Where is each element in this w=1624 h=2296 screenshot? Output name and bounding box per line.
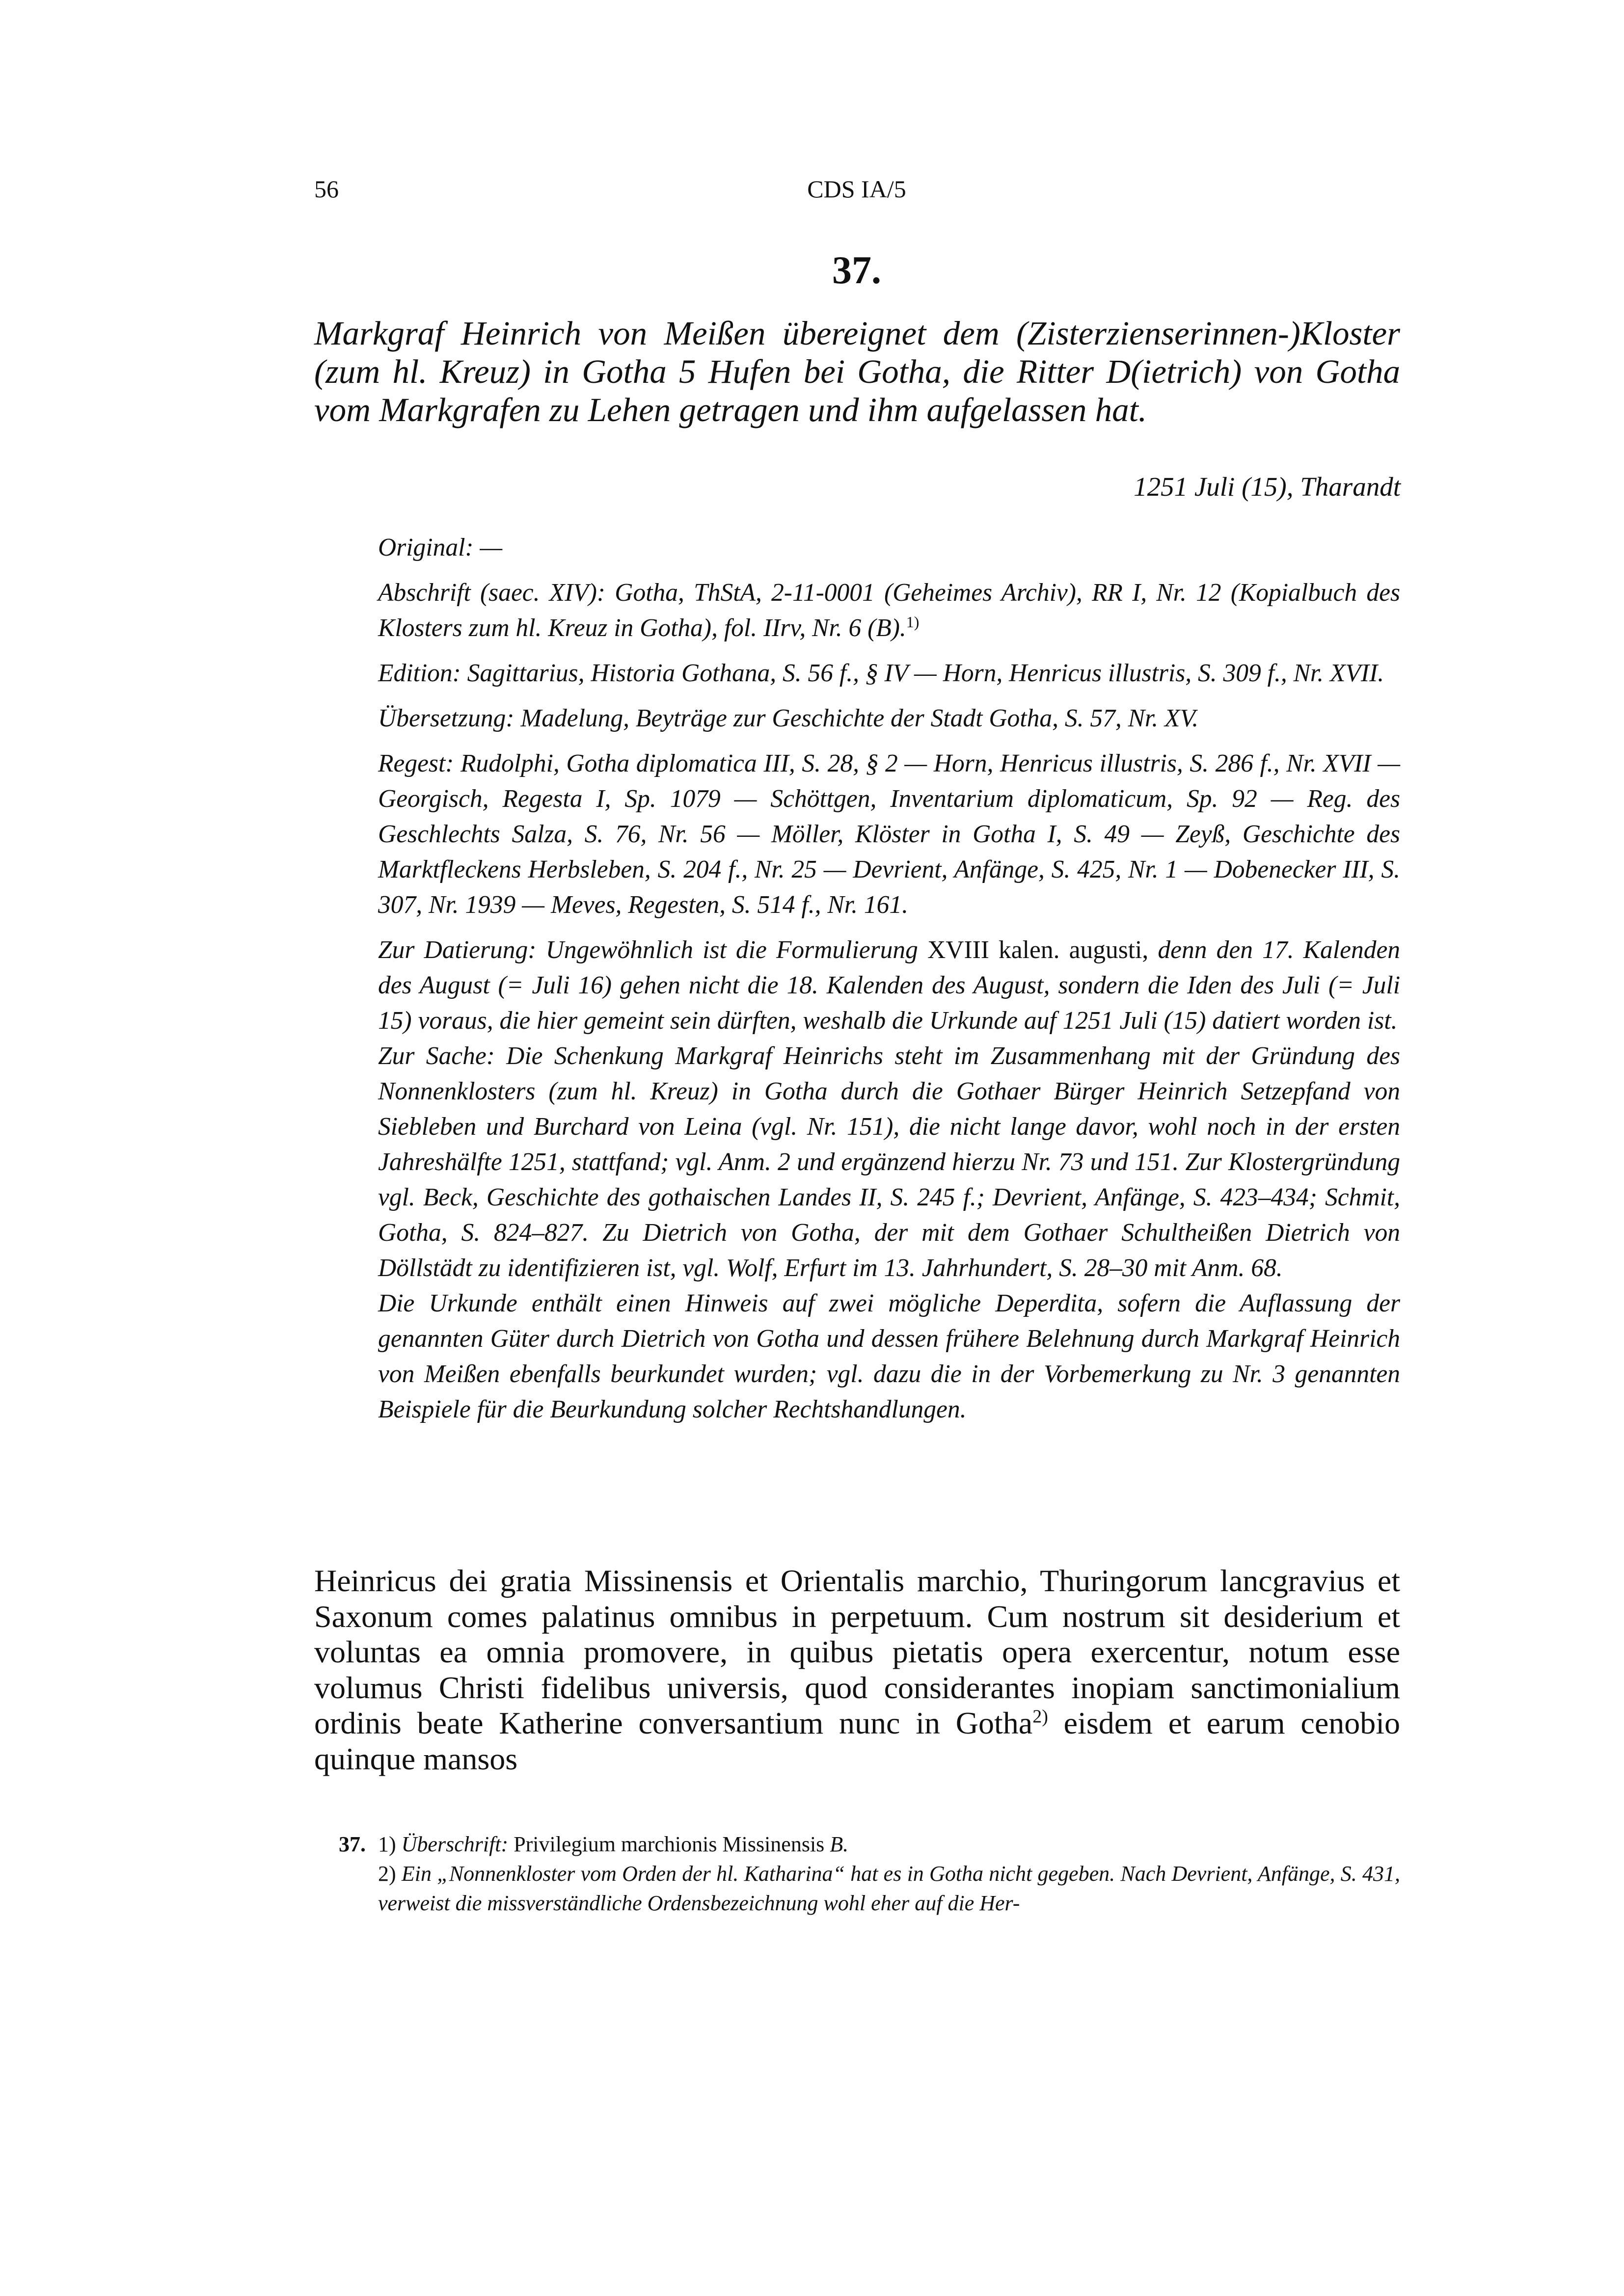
page-number: 56 bbox=[314, 175, 339, 203]
datierung-rest: denn den 17. Kalenden des August (= Juli 16) gehen nicht die 18. Kalenden des August, sondern die Iden des Juli (= Juli 15) voraus, die hier gemeint sein dürften, weshalb die Urkunde auf 1251 Juli (15) datiert worden ist. bbox=[378, 936, 1401, 1035]
apparatus-datierung bbox=[378, 933, 1400, 1039]
footnote-1-label: Überschrift: bbox=[401, 1832, 509, 1856]
footnote-2-number: 2) bbox=[378, 1862, 396, 1886]
apparatus-original: Original: — bbox=[378, 534, 503, 561]
footnote-marker: 2) bbox=[1032, 1706, 1048, 1727]
document-regest: Markgraf Heinrich von Meißen übereignet dem (Zisterzienserinnen-)Kloster (zum hl. Kreuz) in Gotha 5 Hufen bei Gotha, die Ritter D(ietrich) von Gotha vom Markgrafen zu Lehen getragen und ihm aufgelassen hat. bbox=[314, 315, 1400, 428]
apparatus-deperdita: Die Urkunde enthält einen Hinweis auf zwei mögliche Deperdita, sofern die Auflassung der genannten Güter durch Dietrich von Gotha und dessen frühere Belehnung durch Markgraf Heinrich von Meißen ebenfalls beurkundet wurden; vgl. dazu die in der Vorbemerkung zu Nr. 3 genannten Beispiele für die Beurkundung solcher Rechtshandlungen. bbox=[378, 1289, 1400, 1423]
footnote-2-text: Ein „Nonnenkloster vom Orden der hl. Katharina“ hat es in Gotha nicht gegeben. Nach Devrient, Anfänge, S. 431, verweist die missverständliche Ordensbezeichnung wohl eher auf die Her- bbox=[378, 1862, 1400, 1915]
critical-apparatus bbox=[378, 530, 1400, 1427]
footnote-1-text: Privilegium marchionis Missinensis bbox=[514, 1832, 825, 1856]
footnote-1 bbox=[339, 1830, 1400, 1859]
running-head bbox=[314, 175, 1399, 219]
apparatus-regest: Regest: Rudolphi, Gotha diplomatica III, S. 28, § 2 — Horn, Henricus illustris, S. 286 f., Nr. XVII — Georgisch, Regesta I, Sp. 1079 — Schöttgen, Inventarium diplomaticum, Sp. 92 — Reg. des Geschlechts Salza, S. 76, Nr. 56 — Möller, Klöster in Gotha I, S. 49 — Zeyß, Geschichte des Marktfleckens Herbsleben, S. 204 f., Nr. 25 — Devrient, Anfänge, S. 425, Nr. 1 — Dobenecker III, S. 307, Nr. 1939 — Meves, Regesten, S. 514 f., Nr. 161. bbox=[378, 749, 1400, 919]
charter-text-main: Heinricus dei gratia Missinensis et Orientalis marchio, Thuringorum lancgravius et Saxonum comes palatinus omnibus in perpetuum. Cum nostrum sit desiderium et voluntas ea omnia promovere, in quibus pietatis opera exercentur, notum esse volumus Christi fidelibus universis, quod considerantes inopiam sanctimonialium ordinis beate Katherine conversantium nunc in Gotha bbox=[314, 1563, 1400, 1740]
charter-text bbox=[314, 1563, 1400, 1777]
footnotes bbox=[339, 1830, 1400, 1918]
footnote-1-number: 1) bbox=[378, 1832, 396, 1856]
apparatus-abschrift bbox=[378, 575, 1400, 646]
footnote-marker: 1) bbox=[906, 613, 920, 631]
footnote-1-sigle: B. bbox=[830, 1832, 849, 1856]
footnote-doc-ref: 37. bbox=[339, 1832, 366, 1856]
footnote-2 bbox=[339, 1859, 1400, 1918]
date-place: 1251 Juli (15), Tharandt bbox=[1134, 472, 1401, 502]
apparatus-sache: Zur Sache: Die Schenkung Markgraf Heinrichs steht im Zusammenhang mit der Gründung des Nonnenklosters (zum hl. Kreuz) in Gotha durch die Gothaer Bürger Heinrich Setzepfand von Siebleben und Burchard von Leina (vgl. Nr. 151), die nicht lange davor, wohl noch in der ersten Jahreshälfte 1251, stattfand; vgl. Anm. 2 und ergänzend hierzu Nr. 73 und 151. Zur Klostergründung vgl. Beck, Geschichte des gothaischen Landes II, S. 245 f.; Devrient, Anfänge, S. 423–434; Schmit, Gotha, S. 824–827. Zu Dietrich von Gotha, der mit dem Gothaer Schultheißen Dietrich von Döllstädt zu identifizieren ist, vgl. Wolf, Erfurt im 13. Jahrhundert, S. 28–30 mit Anm. 68. bbox=[378, 1042, 1400, 1282]
volume-label: CDS IA/5 bbox=[807, 175, 906, 203]
datierung-quote: XVIII kalen. augusti, bbox=[927, 936, 1149, 964]
apparatus-uebersetzung: Übersetzung: Madelung, Beyträge zur Geschichte der Stadt Gotha, S. 57, Nr. XV. bbox=[378, 704, 1199, 732]
document-number: 37. bbox=[832, 249, 881, 292]
datierung-intro: Zur Datierung: Ungewöhnlich ist die Formulierung bbox=[378, 936, 918, 964]
apparatus-edition: Edition: Sagittarius, Historia Gothana, S. 56 f., § IV — Horn, Henricus illustris, S. 309 f., Nr. XVII. bbox=[378, 659, 1384, 687]
charter-text-continued: eisdem et earum cenobio quinque mansos bbox=[314, 1706, 1401, 1776]
abschrift-text: Abschrift (saec. XIV): Gotha, ThStA, 2-11-0001 (Geheimes Archiv), RR I, Nr. 12 (Kopialbuch des Klosters zum hl. Kreuz in Gotha), fol. IIrv, Nr. 6 (B). bbox=[378, 579, 1400, 642]
